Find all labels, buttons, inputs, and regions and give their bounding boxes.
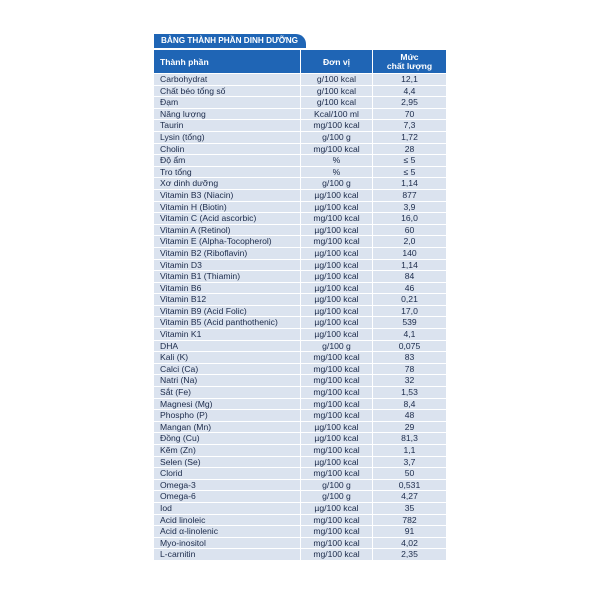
cell-value: 17,0 bbox=[372, 306, 446, 317]
cell-component: Phospho (P) bbox=[160, 410, 208, 421]
cell-value: 1,72 bbox=[372, 132, 446, 143]
cell-unit: % bbox=[300, 155, 372, 166]
cell-component: Acid α-linolenic bbox=[160, 526, 218, 537]
table-row bbox=[154, 386, 446, 398]
table-row bbox=[154, 282, 446, 294]
cell-value: 3,9 bbox=[372, 202, 446, 213]
cell-value: 877 bbox=[372, 190, 446, 201]
cell-value: 3,7 bbox=[372, 457, 446, 468]
cell-unit: mg/100 kcal bbox=[300, 445, 372, 456]
table-header bbox=[154, 50, 446, 73]
cell-component: Magnesi (Mg) bbox=[160, 398, 213, 409]
table-row bbox=[154, 514, 446, 526]
table-row bbox=[154, 108, 446, 120]
cell-value: 4,1 bbox=[372, 329, 446, 340]
cell-component: Vitamin B9 (Acid Folic) bbox=[160, 305, 247, 316]
cell-component: Chất béo tổng số bbox=[160, 85, 226, 96]
nutrition-table bbox=[154, 34, 446, 560]
table-row bbox=[154, 525, 446, 537]
cell-component: Vitamin B5 (Acid panthothenic) bbox=[160, 317, 278, 328]
cell-unit: g/100 g bbox=[300, 491, 372, 502]
table-row bbox=[154, 166, 446, 178]
cell-unit: mg/100 kcal bbox=[300, 364, 372, 375]
cell-value: 46 bbox=[372, 283, 446, 294]
table-row bbox=[154, 305, 446, 317]
cell-unit: mg/100 kcal bbox=[300, 538, 372, 549]
cell-value: 91 bbox=[372, 526, 446, 537]
cell-value: 35 bbox=[372, 503, 446, 514]
cell-unit: mg/100 kcal bbox=[300, 213, 372, 224]
table-row bbox=[154, 73, 446, 85]
cell-unit: µg/100 kcal bbox=[300, 283, 372, 294]
cell-component: Iod bbox=[160, 502, 172, 513]
cell-value: 1,1 bbox=[372, 445, 446, 456]
cell-unit: mg/100 kcal bbox=[300, 236, 372, 247]
table-row bbox=[154, 293, 446, 305]
cell-unit: g/100 g bbox=[300, 341, 372, 352]
cell-value: 2,0 bbox=[372, 236, 446, 247]
cell-component: Acid linoleic bbox=[160, 514, 206, 525]
table-row bbox=[154, 85, 446, 97]
cell-value: 0,531 bbox=[372, 480, 446, 491]
table-row bbox=[154, 398, 446, 410]
table-row bbox=[154, 212, 446, 224]
cell-value: 1,14 bbox=[372, 178, 446, 189]
cell-component: Kẽm (Zn) bbox=[160, 445, 196, 455]
header-quality bbox=[372, 50, 446, 73]
cell-component: Xơ dinh dưỡng bbox=[160, 178, 219, 189]
header-quality-line2: chất lượng bbox=[386, 60, 433, 71]
cell-component: Vitamin H (Biotin) bbox=[160, 201, 227, 212]
cell-unit: g/100 kcal bbox=[300, 86, 372, 97]
cell-unit: µg/100 kcal bbox=[300, 503, 372, 514]
table-row bbox=[154, 259, 446, 271]
cell-unit: µg/100 kcal bbox=[300, 260, 372, 271]
table-row bbox=[154, 235, 446, 247]
cell-value: 1,53 bbox=[372, 387, 446, 398]
cell-unit: µg/100 kcal bbox=[300, 248, 372, 259]
table-row bbox=[154, 224, 446, 236]
cell-component: Vitamin B3 (Niacin) bbox=[160, 189, 234, 200]
cell-unit: mg/100 kcal bbox=[300, 399, 372, 410]
table-row bbox=[154, 143, 446, 155]
cell-unit: µg/100 kcal bbox=[300, 190, 372, 201]
cell-component: Vitamin E (Alpha-Tocopherol) bbox=[160, 236, 272, 247]
cell-component: Carbohydrat bbox=[160, 74, 208, 84]
cell-unit: mg/100 kcal bbox=[300, 549, 372, 560]
table-row bbox=[154, 131, 446, 143]
cell-value: 60 bbox=[372, 225, 446, 236]
cell-value: 29 bbox=[372, 422, 446, 433]
header-component: Thành phần bbox=[160, 56, 209, 67]
table-row bbox=[154, 537, 446, 549]
cell-unit: µg/100 kcal bbox=[300, 422, 372, 433]
cell-value: 539 bbox=[372, 317, 446, 328]
table-row bbox=[154, 316, 446, 328]
cell-unit: mg/100 kcal bbox=[300, 352, 372, 363]
table-row bbox=[154, 363, 446, 375]
cell-unit: µg/100 kcal bbox=[300, 457, 372, 468]
cell-component: Omega-3 bbox=[160, 479, 196, 490]
cell-unit: µg/100 kcal bbox=[300, 271, 372, 282]
table-row bbox=[154, 409, 446, 421]
cell-unit: mg/100 kcal bbox=[300, 120, 372, 131]
header-quality-line1: Mức bbox=[400, 51, 419, 62]
cell-component: Omega-6 bbox=[160, 491, 196, 502]
cell-value: 0,075 bbox=[372, 341, 446, 352]
cell-unit: µg/100 kcal bbox=[300, 329, 372, 340]
table-row bbox=[154, 247, 446, 259]
cell-unit: mg/100 kcal bbox=[300, 526, 372, 537]
cell-value: 0,21 bbox=[372, 294, 446, 305]
cell-component: Vitamin K1 bbox=[160, 329, 202, 340]
table-row bbox=[154, 96, 446, 108]
cell-value: 2,95 bbox=[372, 97, 446, 108]
cell-component: Mangan (Mn) bbox=[160, 421, 212, 432]
cell-value: 16,0 bbox=[372, 213, 446, 224]
cell-value: 83 bbox=[372, 352, 446, 363]
cell-component: Sắt (Fe) bbox=[160, 387, 192, 398]
table-row bbox=[154, 502, 446, 514]
table-row bbox=[154, 177, 446, 189]
cell-value: 4,27 bbox=[372, 491, 446, 502]
cell-component: Vitamin B6 bbox=[160, 282, 202, 293]
cell-unit: µg/100 kcal bbox=[300, 225, 372, 236]
cell-value: ≤ 5 bbox=[372, 167, 446, 178]
cell-value: 12,1 bbox=[372, 74, 446, 85]
cell-component: Taurin bbox=[160, 120, 184, 131]
cell-value: 782 bbox=[372, 515, 446, 526]
cell-unit: g/100 kcal bbox=[300, 97, 372, 108]
table-row bbox=[154, 444, 446, 456]
cell-unit: mg/100 kcal bbox=[300, 410, 372, 421]
cell-component: Myo-inositol bbox=[160, 537, 206, 548]
table-row bbox=[154, 467, 446, 479]
cell-unit: % bbox=[300, 167, 372, 178]
cell-component: Cholin bbox=[160, 143, 185, 154]
table-row bbox=[154, 119, 446, 131]
cell-value: 70 bbox=[372, 109, 446, 120]
cell-unit: mg/100 kcal bbox=[300, 375, 372, 386]
cell-component: Lysin (tổng) bbox=[160, 131, 205, 142]
cell-unit: g/100 g bbox=[300, 132, 372, 143]
cell-component: DHA bbox=[160, 340, 179, 351]
cell-unit: g/100 g bbox=[300, 480, 372, 491]
table-row bbox=[154, 490, 446, 502]
cell-component: Đồng (Cu) bbox=[160, 433, 200, 444]
table-row bbox=[154, 351, 446, 363]
table-row bbox=[154, 456, 446, 468]
table-row bbox=[154, 479, 446, 491]
cell-unit: mg/100 kcal bbox=[300, 468, 372, 479]
table-row bbox=[154, 154, 446, 166]
cell-value: 32 bbox=[372, 375, 446, 386]
cell-component: Độ ẩm bbox=[160, 155, 186, 166]
cell-value: 28 bbox=[372, 144, 446, 155]
cell-component: Clorid bbox=[160, 468, 183, 479]
table-row bbox=[154, 270, 446, 282]
header-unit: Đơn vị bbox=[300, 50, 372, 73]
table-row bbox=[154, 340, 446, 352]
cell-component: Natri (Na) bbox=[160, 375, 198, 386]
cell-unit: mg/100 kcal bbox=[300, 144, 372, 155]
cell-value: 84 bbox=[372, 271, 446, 282]
cell-component: Kali (K) bbox=[160, 352, 189, 363]
cell-component: Vitamin B12 bbox=[160, 294, 207, 305]
cell-component: Vitamin C (Acid ascorbic) bbox=[160, 213, 257, 224]
table-row bbox=[154, 201, 446, 213]
cell-component: Đạm bbox=[160, 97, 179, 108]
table-body bbox=[154, 73, 446, 560]
cell-unit: Kcal/100 ml bbox=[300, 109, 372, 120]
cell-component: L-carnitin bbox=[160, 549, 196, 560]
cell-unit: µg/100 kcal bbox=[300, 202, 372, 213]
cell-value: 140 bbox=[372, 248, 446, 259]
cell-value: 78 bbox=[372, 364, 446, 375]
cell-component: Vitamin D3 bbox=[160, 259, 202, 270]
cell-value: 4,4 bbox=[372, 86, 446, 97]
table-row bbox=[154, 548, 446, 560]
cell-value: 48 bbox=[372, 410, 446, 421]
cell-unit: µg/100 kcal bbox=[300, 306, 372, 317]
table-row bbox=[154, 189, 446, 201]
cell-unit: µg/100 kcal bbox=[300, 433, 372, 444]
table-row bbox=[154, 432, 446, 444]
cell-component: Calci (Ca) bbox=[160, 363, 199, 374]
cell-value: ≤ 5 bbox=[372, 155, 446, 166]
cell-unit: mg/100 kcal bbox=[300, 387, 372, 398]
cell-unit: g/100 kcal bbox=[300, 74, 372, 85]
cell-value: 50 bbox=[372, 468, 446, 479]
table-row bbox=[154, 421, 446, 433]
cell-component: Selen (Se) bbox=[160, 456, 201, 467]
cell-component: Vitamin B2 (Riboflavin) bbox=[160, 247, 248, 258]
cell-value: 8,4 bbox=[372, 399, 446, 410]
table-row bbox=[154, 328, 446, 340]
cell-unit: µg/100 kcal bbox=[300, 294, 372, 305]
cell-unit: g/100 g bbox=[300, 178, 372, 189]
cell-value: 4,02 bbox=[372, 538, 446, 549]
cell-component: Vitamin B1 (Thiamin) bbox=[160, 271, 241, 282]
cell-unit: mg/100 kcal bbox=[300, 515, 372, 526]
cell-value: 7,3 bbox=[372, 120, 446, 131]
table-title: BẢNG THÀNH PHẦN DINH DƯỠNG bbox=[154, 34, 306, 48]
cell-unit: µg/100 kcal bbox=[300, 317, 372, 328]
cell-component: Tro tổng bbox=[160, 166, 192, 177]
cell-component: Năng lượng bbox=[160, 108, 206, 119]
table-row bbox=[154, 374, 446, 386]
cell-value: 1,14 bbox=[372, 260, 446, 271]
cell-component: Vitamin A (Retinol) bbox=[160, 224, 231, 235]
cell-value: 2,35 bbox=[372, 549, 446, 560]
cell-value: 81,3 bbox=[372, 433, 446, 444]
